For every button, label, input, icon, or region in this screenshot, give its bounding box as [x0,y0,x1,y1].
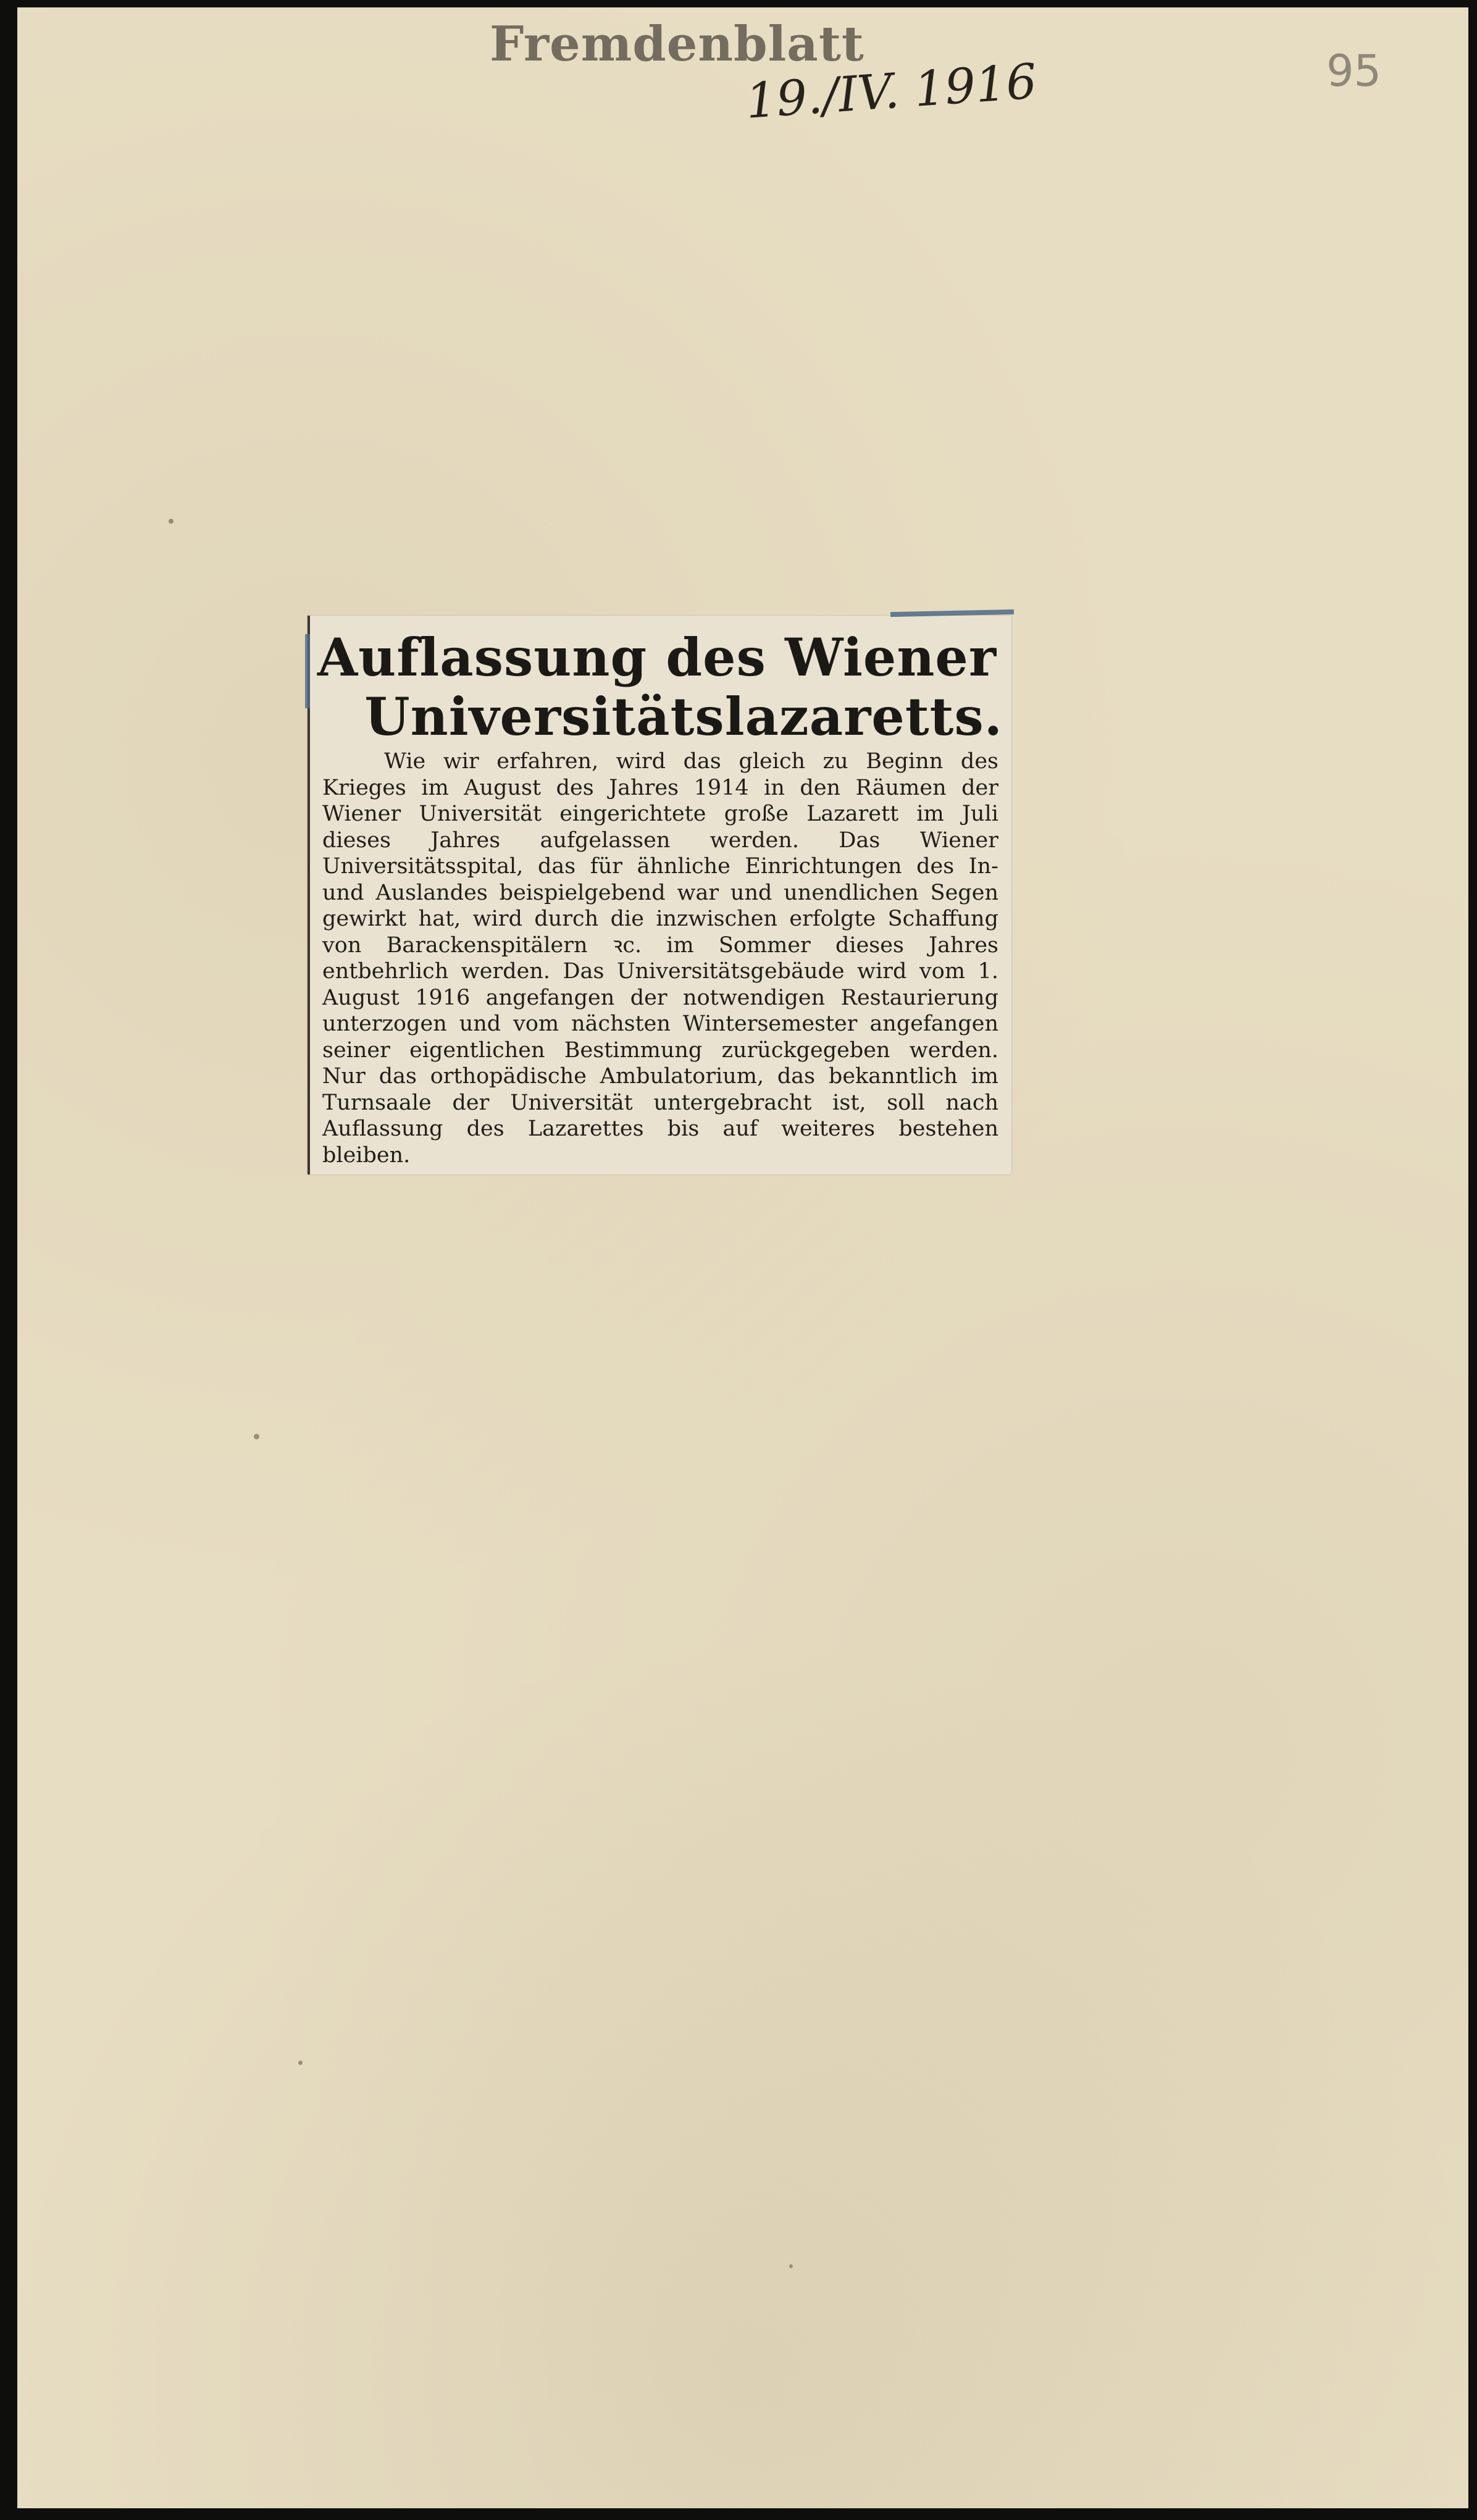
blue-pencil-mark [890,609,1014,617]
paper-spot [169,519,174,524]
headline-line-1: Auflassung des Wiener [317,627,997,688]
headline-line-2: Universitätslazaretts. [364,686,1003,747]
handwritten-date: 19./IV. 1916 [743,54,1039,130]
handwritten-page-number: 95 [1326,46,1382,96]
paper-spot [789,2264,793,2268]
newspaper-stamp: Fremdenblatt [490,16,864,72]
paper-spot [298,2061,303,2065]
blue-pencil-mark [305,634,310,708]
newspaper-clipping [308,616,1011,1174]
article-body: Wie wir erfahren, wird das gleich zu Beginn des Krieges im August des Jahres 1914 in den Räumen der Wiener Universität eingerichtete große Lazarett im Juli dieses Jahres aufgelassen werden. Das Wiener Universitätsspital, das für ähnliche Einrichtungen des In- und Auslandes beispielgebend war und unendlichen Segen gewirkt hat, wird durch die inzwischen erfolgte Schaffung von Barackenspitälern ꝛc. im Sommer dieses Jahres entbehrlich werden. Das Universitätsgebäude wird vom 1. August 1916 angefangen der notwendigen Restaurierung unterzogen und vom nächsten Wintersemester angefangen seiner eigentlichen Bestimmung zurückgegeben werden. Nur das orthopädische Ambulatorium, das bekanntlich im Turnsaale der Universität untergebracht ist, soll nach Auflassung des Lazarettes bis auf weiteres bestehen bleiben. [322,749,998,1168]
paper-spot [254,1434,259,1439]
archive-sheet [17,7,1468,2508]
article-headline [317,628,1003,747]
